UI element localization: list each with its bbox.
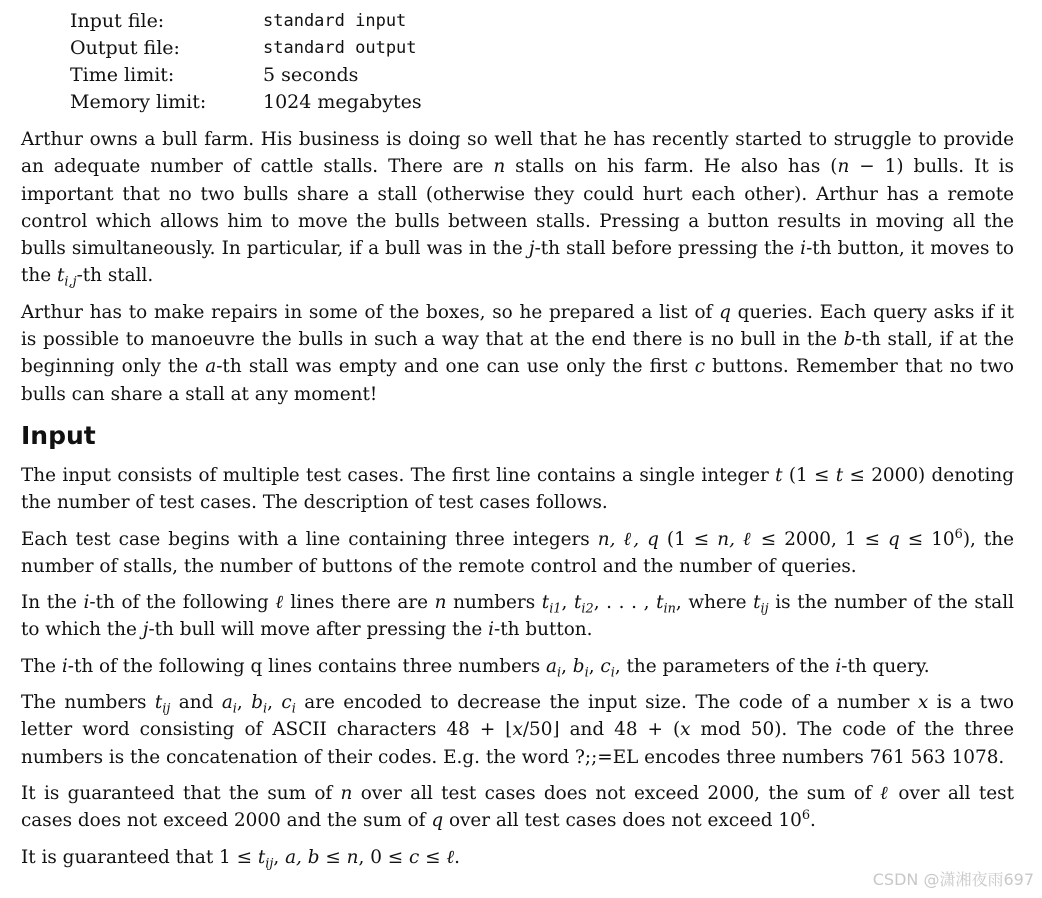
limit-value: standard input [263,11,407,31]
input-paragraph-1: The input consists of multiple test cases. The first line contains a single integer t (1 ≤ t ≤ 2000) denoting the number of test cases. The description of test cases follows. [21,464,1014,514]
input-heading: Input [21,420,96,450]
limit-row-memory [70,89,1014,116]
limit-value: standard output [263,38,417,58]
limit-label: Memory limit: [70,91,207,113]
limit-row-output [70,35,1014,62]
limits-table [70,8,1014,116]
limit-row-time [70,62,1014,89]
input-paragraph-3: In the i-th of the following ℓ lines there are n numbers $t_{i1}$, $t_{i2}$, . . . , $t_{in}$, where $t_{ij}$ is the number of the stall to which the j-th bull will move after pressing the i-th button. [21,592,1014,641]
limit-label: Time limit: [70,64,175,86]
limit-value: 5 seconds [263,64,359,86]
problem-statement [21,8,1014,880]
input-paragraph-6: It is guaranteed that the sum of n over all test cases does not exceed 2000, the sum of ℓ over all test cases does not exceed 2000 and the sum of q over all test cases does not exceed $10^6$. [21,782,1014,832]
statement-paragraph-1: Arthur owns a bull farm. His business is doing so well that he has recently started to struggle to provide an adequate number of cattle stalls. There are n stalls on his farm. He also has (n − 1) bulls. It is important that no two bulls share a stall (otherwise they could hurt each other). Arthur has a remote control which allows him to move the bulls between stalls. Pressing a button results in moving all the bulls simultaneously. In particular, if a bull was in the j-th stall before pressing the i-th button, it moves to the $t_{i,j}-th$ stall. [21,129,1014,291]
input-paragraph-5: The numbers $t_{ij}$ and $a_i$, $b_i$, $c_i$ are encoded to decrease the input size. The code of a number x is a two letter word consisting of ASCII characters 48 + ⌊x/50⌋ and 48 + (x mod 50). The code of the three numbers is the concatenation of their codes. E.g. the word ?;;=EL encodes three numbers 761 563 1078. [21,692,1015,768]
limit-value: 1024 megabytes [263,91,422,113]
limit-label: Input file: [70,10,165,32]
input-paragraph-7: It is guaranteed that $1 \le t_{ij}$, a, b ≤ n, 0 ≤ c ≤ ℓ. [21,846,460,872]
limit-label: Output file: [70,37,180,59]
limit-row-input [70,8,1014,35]
input-paragraph-2: Each test case begins with a line containing three integers n, ℓ, q (1 ≤ n, ℓ ≤ 2000, $1 \le q \le 10^6$), the number of stalls, the number of buttons of the remote control and the number of queries. [21,526,1014,577]
watermark: CSDN @潇湘夜雨697 [872,870,1034,889]
statement-paragraph-2: Arthur has to make repairs in some of the boxes, so he prepared a list of q queries. Each query asks if it is possible to manoeuvre the bulls in such a way that at the end there is no bull in the b-th stall, if at the beginning only the a-th stall was empty and one can use only the first c buttons. Remember that no two bulls can share a stall at any moment! [21,301,1014,405]
input-paragraph-4: The i-th of the following q lines contains three numbers $a_i$, $b_i$, $c_i$, the parameters of the i-th query. [21,655,930,681]
